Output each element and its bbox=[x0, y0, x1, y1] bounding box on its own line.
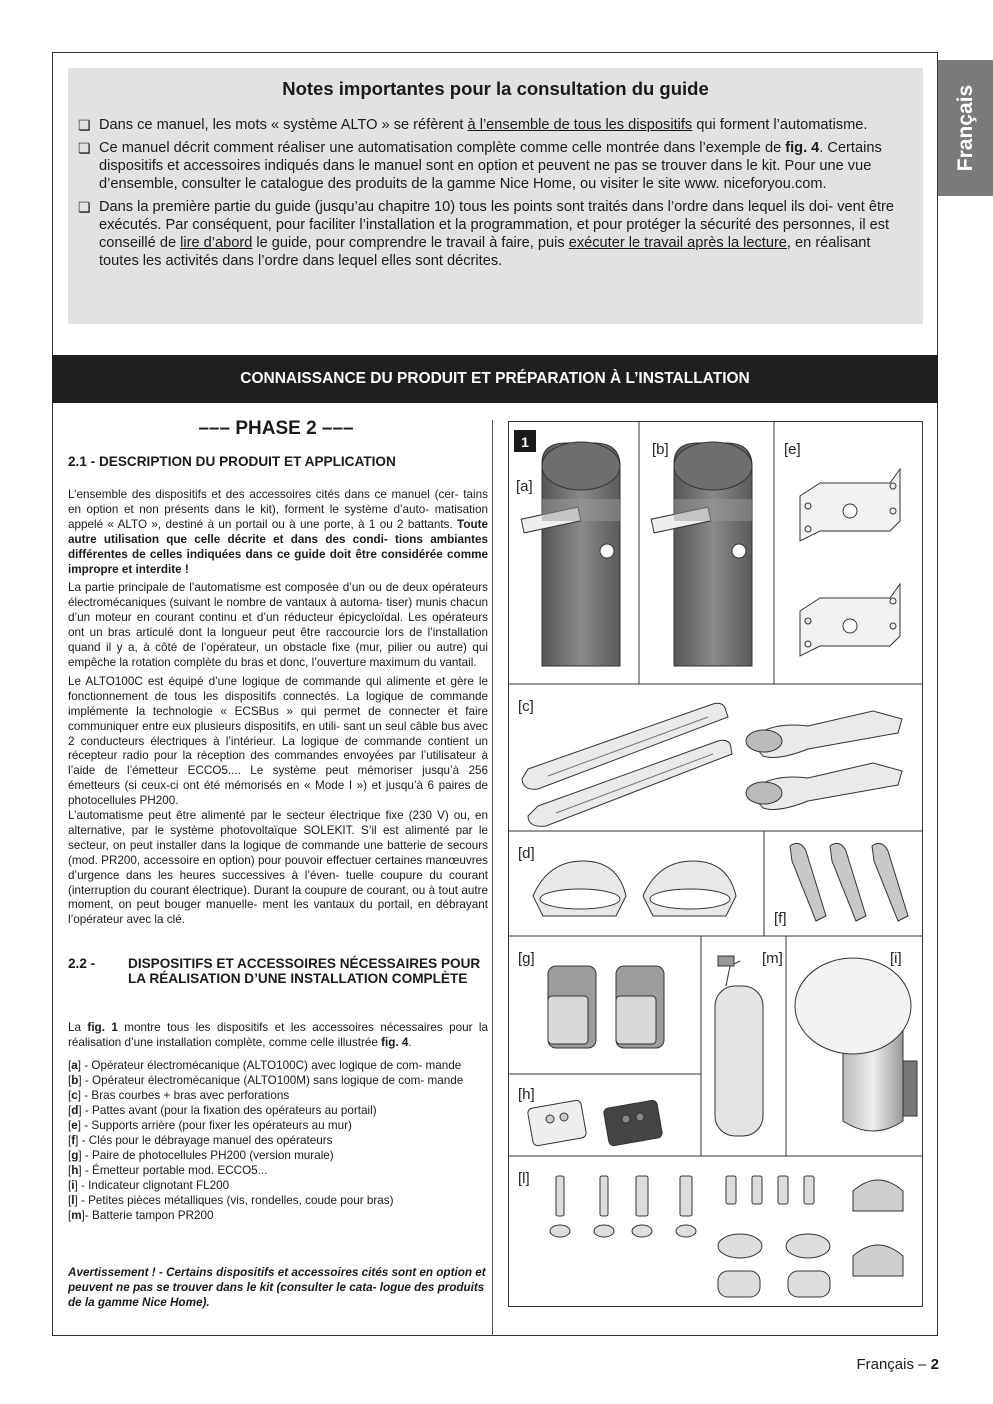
page-footer bbox=[856, 1356, 939, 1373]
release-keys-illustration bbox=[790, 843, 908, 921]
label-i: [i] bbox=[890, 950, 902, 967]
flashing-light-illustration bbox=[795, 958, 917, 1131]
transmitters-illustration bbox=[527, 1100, 663, 1147]
notes-list bbox=[78, 116, 913, 275]
notes-item-3: ❏ Dans la première partie du guide (jusqu’au chapitre 10) tous les points sont traités dans l’ordre dans lequel ils doi- vent être exécutés. Par conséquent, pour faciliter l’installation et la programmation, et pour protéger la sécurité des personnes, il est conseillé de lire d’abord le guide, pour comprendre le travail à faire, puis exécuter le travail après la lecture, en réalisant toutes les activités dans l’ordre dans lequel elles sont décrites. bbox=[78, 198, 913, 270]
list-item: [m]- Batterie tampon PR200 bbox=[68, 1209, 214, 1222]
label-e: [e] bbox=[784, 441, 801, 458]
notes-box bbox=[68, 68, 923, 324]
list-item: [l] - Petites pièces métalliques (vis, rondelles, coude pour bras) bbox=[68, 1194, 394, 1207]
section-2-1-text bbox=[68, 488, 488, 932]
page-number: 2 bbox=[930, 1356, 939, 1373]
paragraph: L’automatisme peut être alimenté par le secteur électrique fixe (230 V) ou, en alternative, par le système photovoltaïque SOLEKIT. S’il est alimenté par le secteur, on peut installer dans la logique de commande une batterie de secours (mod. PR200, accessoire en option) pour pouvoir effectuer certaines manœuvres d’urgence dans les heures successives à l’éven- tuelle coupure du courant (interruption du courant électrique). Durant la coupure de courant, ou à tout autre moment, on peut bouger manuelle- ment les vantaux du portail, en débrayant l’opérateur avec la clé. bbox=[68, 809, 488, 927]
column-divider bbox=[492, 420, 493, 1336]
label-d: [d] bbox=[518, 845, 535, 862]
motor-alto100c-illustration bbox=[521, 442, 620, 666]
paragraph: La partie principale de l’automatisme est composée d’un ou de deux opérateurs électromécaniques (suivant le nombre de vantaux à automa- tiser) munis chacun d’un moteur en courant continu et d’un réducteur épicycloïdal. Les opérateurs ont un bras articulé dont la longueur peut être raccourcie lors de l’installation quand il y a, à côté de l’opérateur, un obstacle fixe (mur, pilier ou autre) qui empêche la rotation complète du bras et donc, l’ouverture maximum du vantail. bbox=[68, 581, 488, 669]
section-2-2-heading: 2.2 - DISPOSITIFS ET ACCESSOIRES NÉCESSAIRES POUR LA RÉALISATION D’UNE INSTALLATION COMPLÈTE bbox=[68, 956, 481, 986]
label-g: [g] bbox=[518, 950, 535, 967]
language-tab-label: Français bbox=[954, 84, 977, 172]
paragraph: Le ALTO100C est équipé d’une logique de commande qui alimente et gère le fonctionnement de tous les dispositifs connectés. La logique de commande implémente la technologie « ECSBus » qui permet de connecter et faire communiquer entre eux plusieurs dispositifs, en utili- sant un seul câble bus avec 2 conducteurs électriques à l’intérieur. La logique de commande contient un récepteur radio pour la réception des commandes envoyées par l’utilisateur à l’aide de l’émetteur ECCO5.... Le système peut mémoriser jusqu’à 256 émetteurs (si ceux-ci ont été mémorisés en « Mode I ») et jusqu’à 6 paires de photocellules PH200. bbox=[68, 674, 488, 808]
label-m: [m] bbox=[762, 950, 783, 967]
section-banner: CONNAISSANCE DU PRODUIT ET PRÉPARATION À L’INSTALLATION bbox=[52, 355, 938, 403]
label-l: [l] bbox=[518, 1170, 530, 1187]
language-tab bbox=[938, 60, 993, 196]
list-item: [i] - Indicateur clignotant FL200 bbox=[68, 1179, 230, 1192]
figure-1 bbox=[508, 421, 923, 1307]
battery-illustration bbox=[715, 956, 763, 1136]
hardware-illustration bbox=[550, 1176, 903, 1297]
rear-brackets-illustration bbox=[800, 469, 900, 656]
label-a: [a] bbox=[516, 478, 533, 495]
label-c: [c] bbox=[518, 698, 534, 715]
section-2-2-intro: La fig. 1 montre tous les dispositifs et les accessoires nécessaires pour la réalisation d’une installation complète, comme celle illustrée fig. 4. bbox=[68, 1021, 488, 1049]
list-item: [h] - Émetteur portable mod. ECCO5... bbox=[68, 1164, 268, 1177]
notes-title: Notes importantes pour la consultation du guide bbox=[282, 78, 709, 99]
list-item: [d] - Pattes avant (pour la fixation des opérateurs au portail) bbox=[68, 1104, 377, 1117]
list-item: [f] - Clés pour le débrayage manuel des opérateurs bbox=[68, 1134, 333, 1147]
phase-title: ––– PHASE 2 ––– bbox=[198, 418, 354, 439]
footer-language: Français – bbox=[856, 1356, 931, 1373]
notes-item-1: ❏ Dans ce manuel, les mots « système ALTO » se réfèrent à l’ensemble de tous les dispositifs qui forment l’automatisme. bbox=[78, 116, 913, 134]
list-item: [c] - Bras courbes + bras avec perforations bbox=[68, 1089, 290, 1102]
component-list bbox=[68, 1058, 488, 1223]
notes-item-2: ❏ Ce manuel décrit comment réaliser une automatisation complète comme celle montrée dans l’exemple de fig. 4. Certains dispositifs et accessoires indiqués dans le manuel sont en option et peuvent ne pas se trouver dans le kit. Pour une vue d’ensemble, consulter le catalogue des produits de la gamme Nice Home, ou visiter le site www. niceforyou.com. bbox=[78, 139, 913, 193]
front-brackets-illustration bbox=[533, 861, 736, 916]
paragraph: L’ensemble des dispositifs et des accessoires cités dans ce manuel (cer- tains en option et non présents dans le kit), forment le système d’auto- matisation appelé « ALTO », destiné à un portail ou à une porte, à 1 ou 2 battants. Toute autre utilisation que celle décrite et dans des condi- tions ambiantes différentes de celles indiquées dans ce guide doit être considérée comme impropre et interdite ! bbox=[68, 488, 488, 576]
motor-alto100m-illustration bbox=[651, 442, 752, 666]
arms-illustration bbox=[522, 703, 902, 826]
label-b: [b] bbox=[652, 441, 669, 458]
list-item: [e] - Supports arrière (pour fixer les opérateurs au mur) bbox=[68, 1119, 352, 1132]
label-h: [h] bbox=[518, 1086, 535, 1103]
list-item: [a] - Opérateur électromécanique (ALTO100C) avec logique de com- mande bbox=[68, 1059, 462, 1072]
warning-note: Avertissement ! - Certains dispositifs et accessoires cités sont en option et peuvent ne pas se trouver dans le kit (consulter le cata- logue des produits de la gamme Nice Home). bbox=[68, 1266, 486, 1309]
label-f: [f] bbox=[774, 910, 787, 927]
photocells-illustration bbox=[548, 966, 664, 1048]
list-item: [b] - Opérateur électromécanique (ALTO100M) sans logique de com- mande bbox=[68, 1074, 464, 1087]
list-item: [g] - Paire de photocellules PH200 (version murale) bbox=[68, 1149, 334, 1162]
figure-number: 1 bbox=[521, 434, 529, 450]
section-2-1-heading: 2.1 - DESCRIPTION DU PRODUIT ET APPLICATION bbox=[68, 454, 396, 469]
